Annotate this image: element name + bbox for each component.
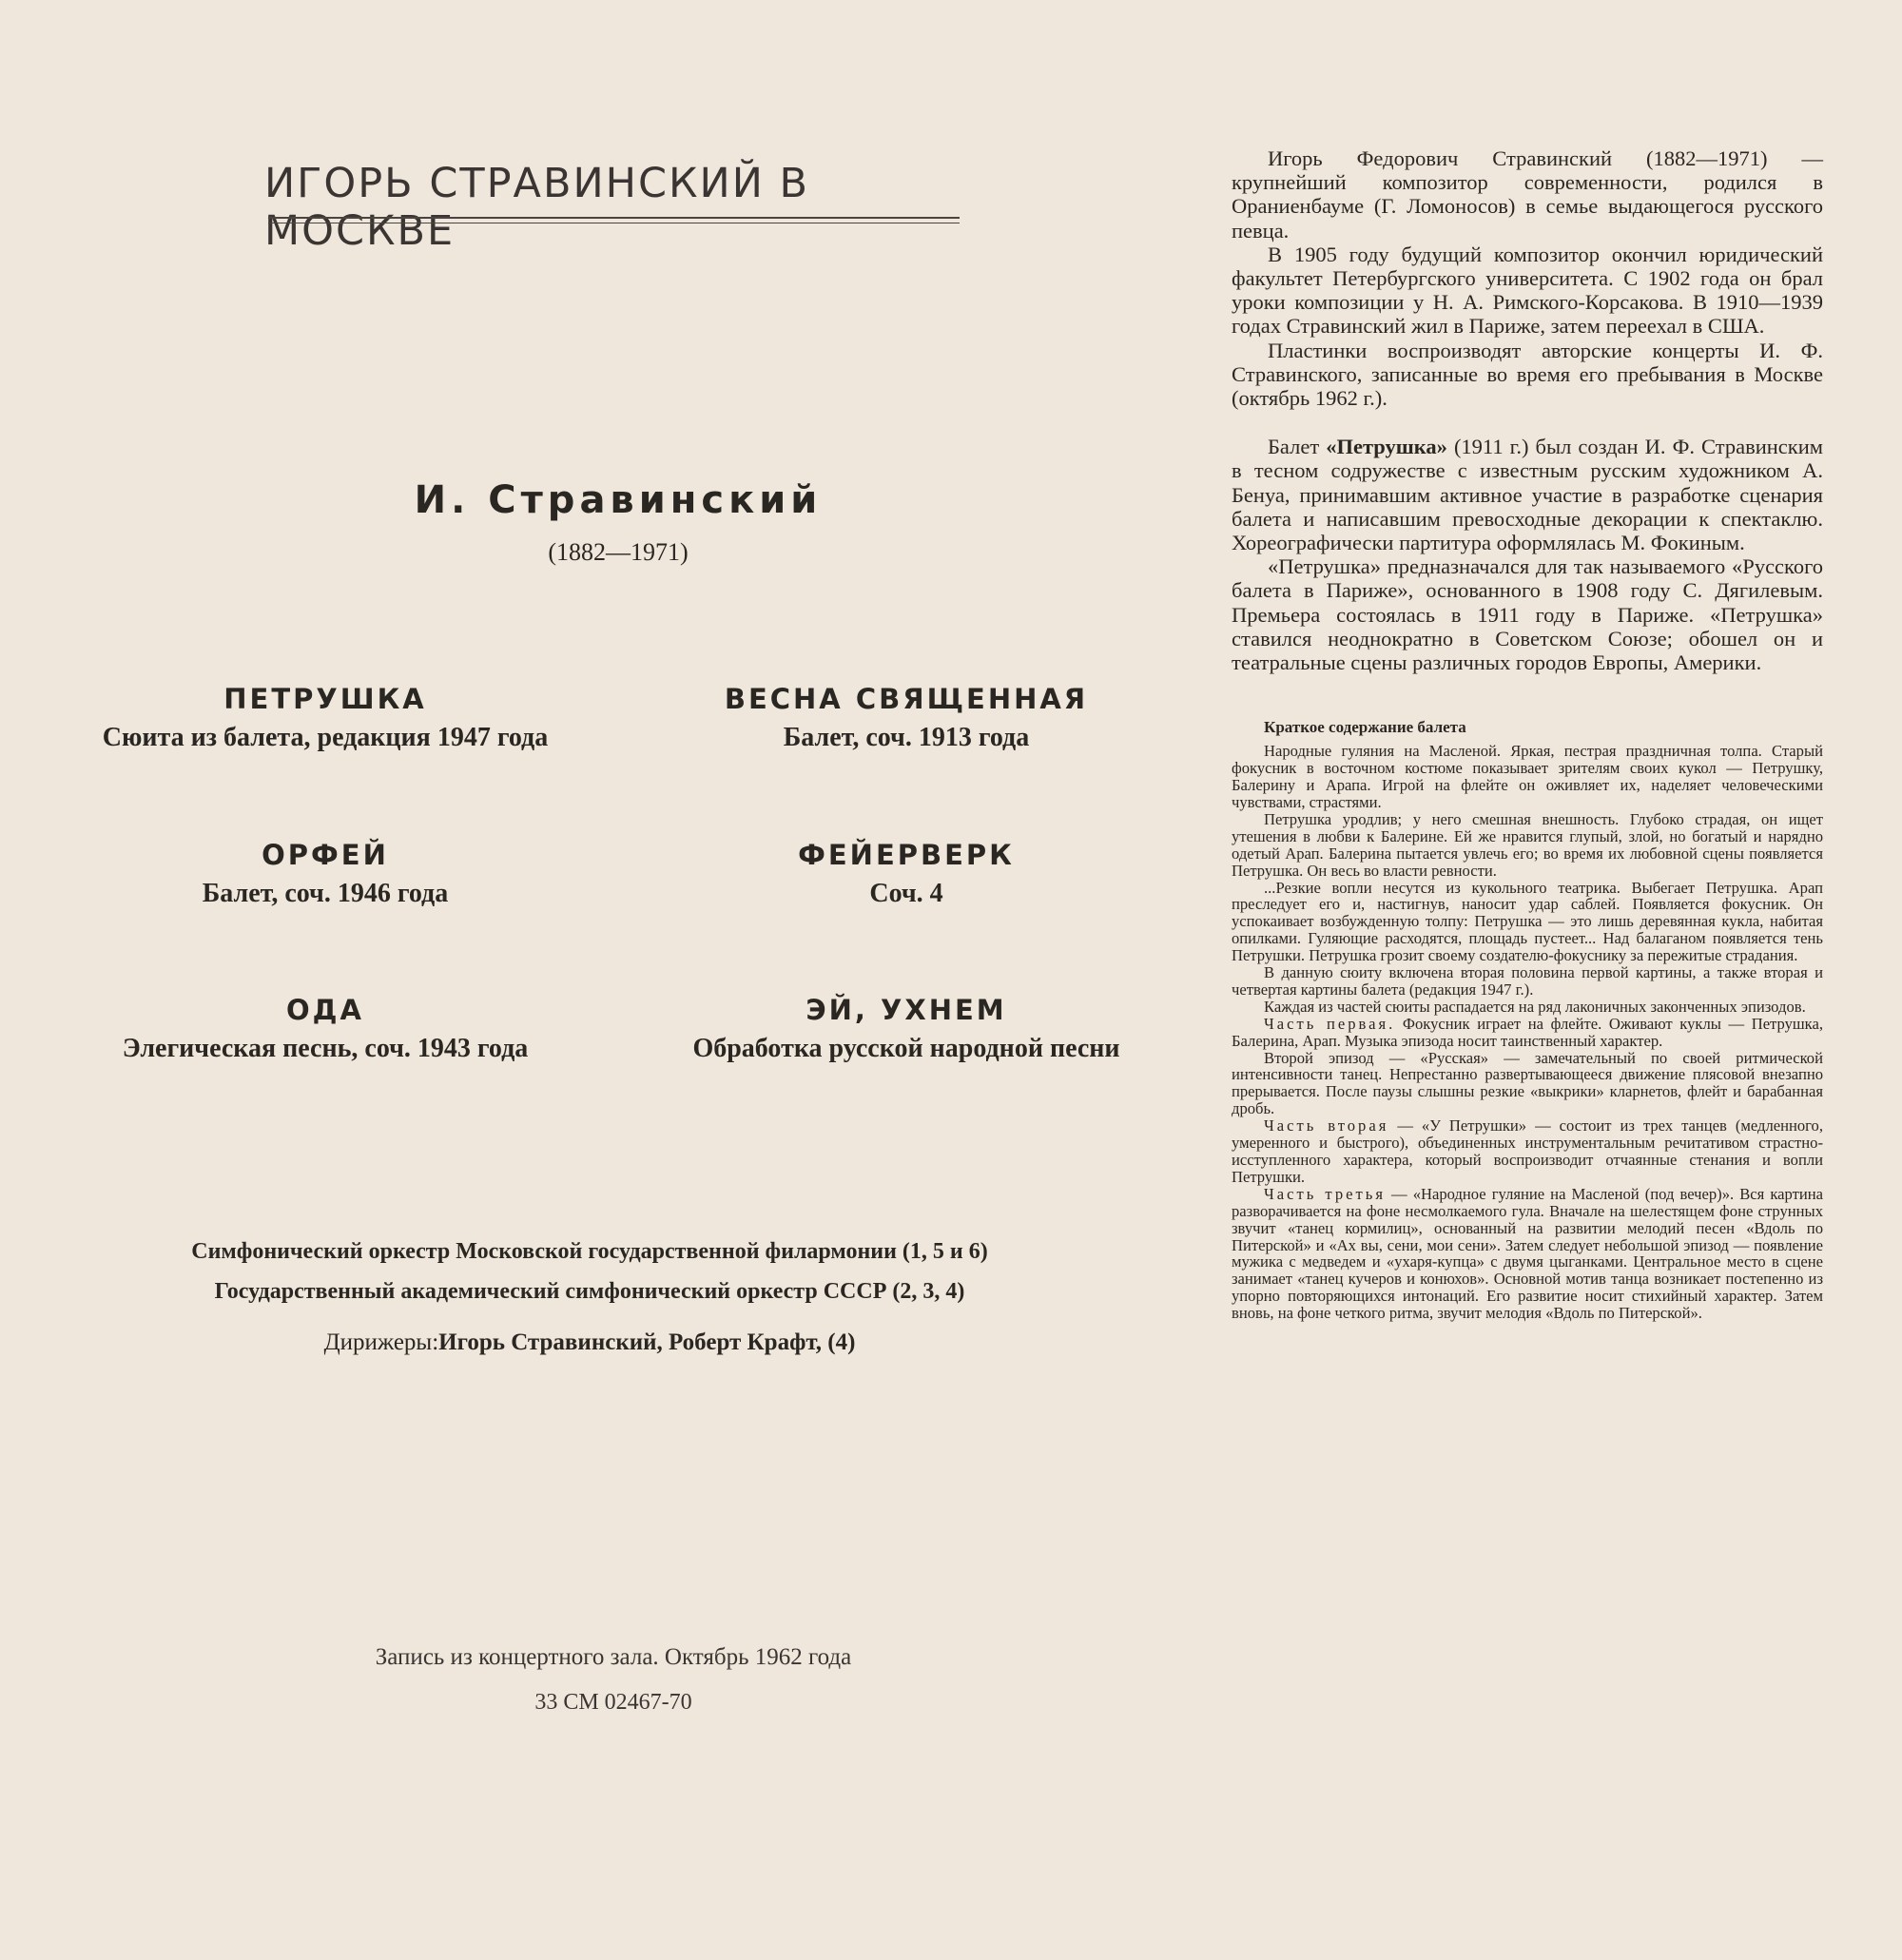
work-title: ЭЙ, УХНЕМ [805, 994, 1007, 1026]
work-fireworks [640, 839, 1173, 909]
work-subtitle: Соч. 4 [869, 879, 943, 908]
work-subtitle: Балет, соч. 1946 года [202, 879, 449, 908]
title-underline [268, 217, 960, 219]
work-subtitle: Сюита из балета, редакция 1947 года [102, 723, 549, 752]
ballet-intro-paragraph [1232, 435, 1823, 554]
summary-paragraph: ...Резкие вопли несутся из кукольного театрика. Выбегает Петрушка. Арап преследует его и, настигнув, наносит удар саблей. Появляется фокусник. Он успокаивает возбужденную толпу: Петрушка — это лишь деревянная кукла, набитая опилками. Гуляющие расходятся, площадь пустеет... Над балаганом появляется тень Петрушки. Петрушка грозит своему создателю-фокуснику за пережитые страдания. [1232, 878, 1823, 965]
work-title: ОРФЕЙ [262, 839, 389, 871]
summary-heading: Краткое содержание балета [1264, 718, 1466, 737]
conductors-names: Игорь Стравинский, Роберт Крафт, (4) [438, 1329, 856, 1355]
part-label: Часть первая. [1264, 1014, 1396, 1033]
conductors-label: Дирижеры: [323, 1329, 439, 1355]
bio-paragraph: Игорь Федорович Стравинский (1882—1971) — крупнейший композитор современности, родился в Ораниенбауме (Г. Ломоносов) в семье выдающегося русского певца. [1232, 146, 1823, 243]
part-label: Часть вторая [1264, 1116, 1389, 1135]
bio-paragraph: В 1905 году будущий композитор окончил юридический факультет Петербургского университета. С 1902 года он брал уроки композиции у Н. А. Римского-Корсакова. В 1910—1939 годах Стравинский жил в Париже, затем переехал в США. [1232, 242, 1823, 339]
performer-philharmonic: Симфонический оркестр Московской государственной филармонии (1, 5 и 6) [191, 1239, 988, 1264]
ballet-intro-after: (1911 г.) был создан И. Ф. Стравинским в тесном содружестве с известным русским художником А. Бенуа, принимавшим активное участие в разработке сценария балета и написавшим превосходные декорации к спектаклю. Хореографически партитура оформлялась М. Фокиным. [1232, 435, 1823, 555]
summary-paragraph: Часть вторая — «У Петрушки» — состоит из трех танцев (медленного, умеренного и быстрого), объединенных инструментальным речитативом страстно-исступленного характера, который воспроизводит отчаянные стенания и вопли Петрушки. [1232, 1116, 1824, 1186]
work-petrushka [59, 683, 592, 753]
ballet-summary [1232, 743, 1823, 1322]
work-subtitle: Обработка русской народной песни [692, 1034, 1120, 1063]
summary-paragraph: Часть третья — «Народное гуляние на Масленой (под вечер)». Вся картина разворачивается на фоне несмолкаемого гула. Вначале на шелестящем фоне струнных звучит «танец кормилиц», основанный на развитии мелодий песен «Вдоль по Питерской» и «Ах вы, сени, мои сени». Затем следует небольшой эпизод — появление мужика с медведем и «ухаря-купца» с двумя цыганками. Центральное место в сцене занимает «танец кучеров и конюхов». Основной мотив танца возникает постепенно из упорно повторяющихся интонаций. Его развитие носит стихийный характер. Затем вновь, на фоне четкого ритма, звучит мелодия «Вдоль по Питерской». [1232, 1184, 1823, 1323]
work-orpheus [59, 839, 592, 909]
summary-paragraph: Часть первая. Фокусник играет на флейте. Оживают куклы — Петрушка, Балерина, Арап. Музыка эпизода носит таинственный характер. [1232, 1014, 1823, 1050]
summary-paragraph: Петрушка уродлив; у него смешная внешность. Глубоко страдая, он ищет утешения в любви к Балерине. Ей же нравится глупый, злой, но богатый и нарядно одетый Арап. Балерина пытается увлечь его; во время их любовной сцены появляется Петрушка. Он весь во власти ревности. [1232, 809, 1823, 880]
series-title: ИГОРЬ СТРАВИНСКИЙ В МОСКВЕ [264, 160, 810, 255]
ballet-name: «Петрушка» [1326, 435, 1447, 459]
work-rite-of-spring [640, 683, 1173, 753]
composer-biography [1232, 146, 1823, 674]
summary-paragraph: В данную сюиту включена вторая половина первой картины, а также вторая и четвертая картины балета (редакция 1947 г.). [1232, 963, 1823, 999]
work-title: ВЕСНА СВЯЩЕННАЯ [724, 683, 1089, 715]
work-subtitle: Элегическая песнь, соч. 1943 года [122, 1034, 529, 1063]
work-title: ФЕЙЕРВЕРК [798, 839, 1015, 871]
recording-note: Запись из концертного зала. Октябрь 1962 года [375, 1644, 852, 1670]
catalog-number: 33 СМ 02467-70 [534, 1690, 692, 1715]
performer-state-orchestra: Государственный академический симфонический оркестр СССР (2, 3, 4) [214, 1279, 965, 1304]
work-volga-boatmen [640, 994, 1173, 1064]
bio-paragraph: Пластинки воспроизводят авторские концерты И. Ф. Стравинского, записанные во время его пребывания в Москве (октябрь 1962 г.). [1232, 338, 1823, 411]
composer-name: И. Стравинский [414, 478, 823, 522]
annotation-column [1232, 146, 1823, 1322]
summary-paragraph: Каждая из частей сюиты распадается на ряд лаконичных законченных эпизодов. [1264, 997, 1806, 1016]
ballet-history-paragraph: «Петрушка» предназначался для так называемого «Русского балета в Париже», основанного в 1908 году С. Дягилевым. Премьера состоялась в 1911 году в Париже. «Петрушка» ставился неоднократно в Советском Союзе; обошел он и театральные сцены различных городов Европы, Америки. [1232, 554, 1823, 675]
summary-paragraph: Второй эпизод — «Русская» — замечательный по своей ритмической интенсивности танец. Непрестанно развертывающееся движение плясовой внезапно прерывается. После паузы слышны резкие «выкрики» кларнетов, флейт и барабанная дробь. [1232, 1048, 1823, 1118]
conductors-line [114, 1329, 1065, 1356]
summary-paragraph: Народные гуляния на Масленой. Яркая, пестрая праздничная толпа. Старый фокусник в восточном костюме показывает зрителям своих кукол — Петрушку, Балерину и Арапа. Игрой на флейте он оживляет их, наделяет человеческими чувствами, страстями. [1232, 742, 1823, 811]
work-title: ОДА [286, 994, 364, 1026]
work-ode [59, 994, 592, 1064]
work-title: ПЕТРУШКА [223, 683, 427, 715]
composer-years: (1882—1971) [548, 538, 689, 566]
work-subtitle: Балет, соч. 1913 года [783, 723, 1030, 752]
ballet-intro-before: Балет [1268, 435, 1327, 459]
part-label: Часть третья [1264, 1184, 1386, 1203]
